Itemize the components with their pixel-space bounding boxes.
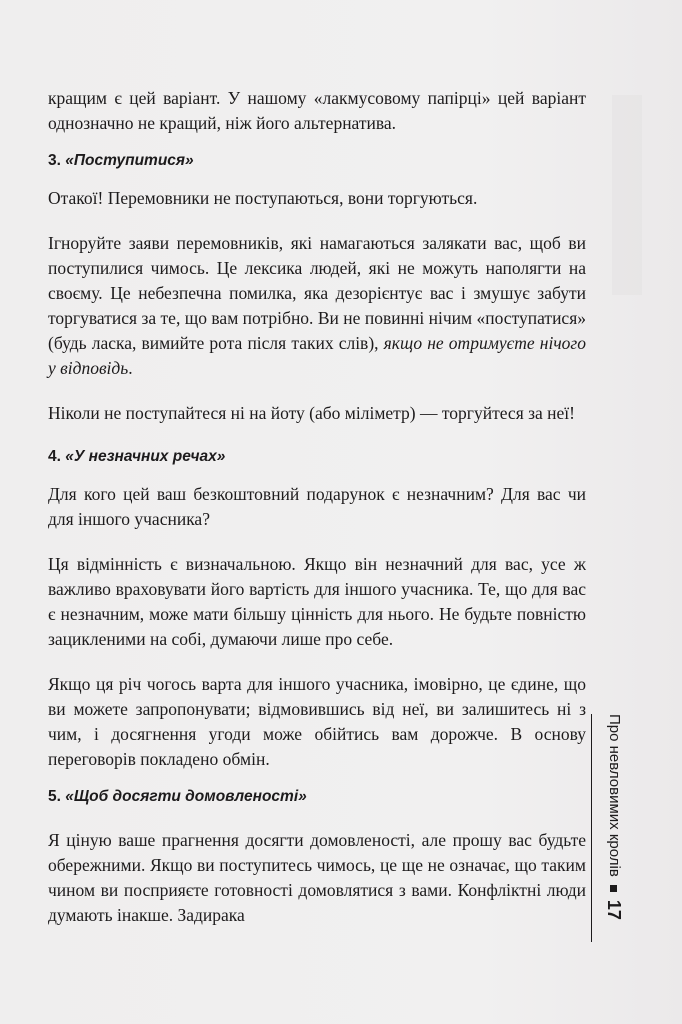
paragraph: Ця відмінність є визначальною. Якщо він незначний для вас, усе ж важливо враховувати його вартість для іншого учасника. Те, що для вас є незначним, може мати більшу цінність для нього. Не будьте повністю зацикленими на собі, думаючи лише про себе.: [48, 554, 586, 649]
section-heading-4: [48, 446, 586, 468]
heading-title: «Щоб досягти домовленості»: [65, 788, 307, 805]
text-column: [48, 86, 586, 928]
heading-number: 5.: [48, 788, 66, 805]
heading-title: «У незначних речах»: [65, 448, 226, 465]
section-heading-5: [48, 786, 586, 808]
heading-title: «Поступитися»: [65, 152, 194, 169]
running-head-title: Про невловимих кролів: [606, 714, 623, 877]
paragraph: Отакої! Перемовники не поступаються, вони торгуються.: [48, 188, 478, 208]
paragraph: Я ціную ваше прагнення досягти домовленості, але прошу вас будьте обережними. Якщо ви поступитесь чимось, це ще не означає, що таким чином ви посприяєте готовності домовлятися з вами. Конфліктні люди думають інакше. Задирака: [48, 830, 586, 925]
show-through-shadow: [612, 95, 642, 295]
section-heading-3: [48, 150, 586, 172]
paragraph-end: .: [128, 358, 133, 378]
paragraph-continuation: кращим є цей варіант. У нашому «лакмусовому папірці» цей варіант однозначно не кращий, ніж його альтернатива.: [48, 88, 586, 133]
paragraph-emphasis: якщо не отримуєте нічого у відповідь: [48, 333, 587, 378]
heading-number: 4.: [48, 448, 66, 465]
paragraph: Якщо ця річ чогось варта для іншого учасника, імовірно, це єдине, що ви можете запропонувати; відмовившись від неї, ви залишитесь ні з чим, і досягнення угоди може обійтись вам дорожче. В основу переговорів покладено обмін.: [48, 674, 586, 769]
paragraph: Для кого цей ваш безкоштовний подарунок є незначним? Для вас чи для іншого учасника?: [48, 484, 586, 529]
paragraph: [48, 231, 586, 381]
paragraph-text: Ігноруйте заяви перемовників, які намагаються залякати вас, щоб ви поступилися чимось. Це лексика людей, які не можуть наполягти на своєму. Це небезпечна помилка, яка дезорієнтує вас і змушує забути торгуватися за те, що вам потрібно. Ви не повинні нічим «поступатися» (будь ласка, вимийте рота після таких слів),: [48, 233, 586, 353]
page-number: 17: [604, 899, 624, 920]
paragraph: Ніколи не поступайтеся ні на йоту (або міліметр) — торгуйтеся за неї!: [48, 403, 575, 423]
square-bullet-icon: [611, 885, 618, 892]
running-head: [591, 714, 632, 942]
heading-number: 3.: [48, 152, 66, 169]
